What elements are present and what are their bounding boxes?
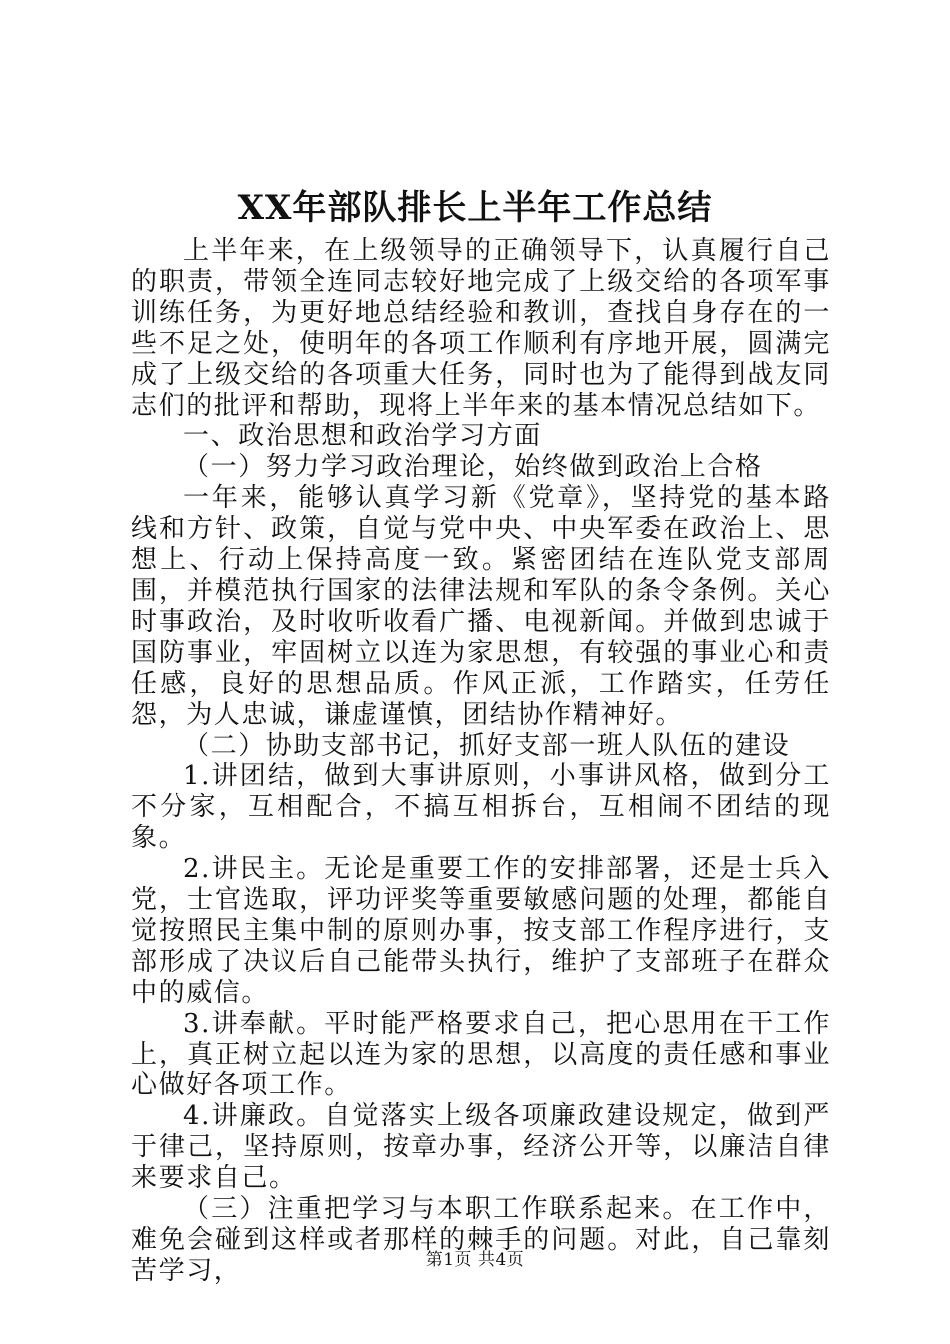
document-body [131, 236, 831, 1287]
subsection-heading-2: （二）协助支部书记，抓好支部一班人队伍的建设 [183, 730, 791, 761]
list-item-unity: 1.讲团结，做到大事讲原则，小事讲风格，做到分工不分家，互相配合，不搞互相拆台，互相闹不团结的现象。 [131, 761, 831, 854]
paragraph-intro: 上半年来，在上级领导的正确领导下，认真履行自己的职责，带领全连同志较好地完成了上级交给的各项军事训练任务，为更好地总结经验和教训，查找自身存在的一些不足之处，使明年的各项工作顺利有序地开展，圆满完成了上级交给的各项重大任务，同时也为了能得到战友同志们的批评和帮助，现将上半年来的基本情况总结如下。 [131, 236, 831, 421]
subsection-heading-3: （三）注重把学习与本职工作联系起来。在工作中，难免会碰到这样或者那样的棘手的问题。对此，自己靠刻苦学习， [131, 1194, 831, 1286]
list-item-dedication: 3.讲奉献。平时能严格要求自己，把心思用在干工作上，真正树立起以连为家的思想，以高度的责任感和事业心做好各项工作。 [131, 1008, 831, 1101]
subsection-heading-1: （一）努力学习政治理论，始终做到政治上合格 [183, 452, 763, 483]
list-item-integrity: 4.讲廉政。自觉落实上级各项廉政建设规定，做到严于律己，坚持原则，按章办事，经济公开等，以廉洁自律来要求自己。 [131, 1101, 831, 1194]
list-item-democracy: 2.讲民主。无论是重要工作的安排部署，还是士兵入党，士官选取，评功评奖等重要敏感问题的处理，都能自觉按照民主集中制的原则办事，按支部工作程序进行，支部形成了决议后自己能带头执行，维护了支部班子在群众中的威信。 [131, 854, 831, 1008]
section-heading-1: 一、政治思想和政治学习方面 [183, 421, 542, 452]
paragraph-political-study: 一年来，能够认真学习新《党章》，坚持党的基本路线和方针、政策，自觉与党中央、中央军委在政治上、思想上、行动上保持高度一致。紧密团结在连队党支部周围，并模范执行国家的法律法规和军队的条令条例。关心时事政治，及时收听收看广播、电视新闻。并做到忠诚于国防事业，牢固树立以连为家思想，有较强的事业心和责任感，良好的思想品质。作风正派，工作踏实，任劳任怨，为人忠诚，谦虚谨慎，团结协作精神好。 [131, 483, 831, 730]
page-footer: 第1页 共4页 [425, 1250, 525, 1270]
document-title: XX年部队排长上半年工作总结 [237, 188, 713, 228]
